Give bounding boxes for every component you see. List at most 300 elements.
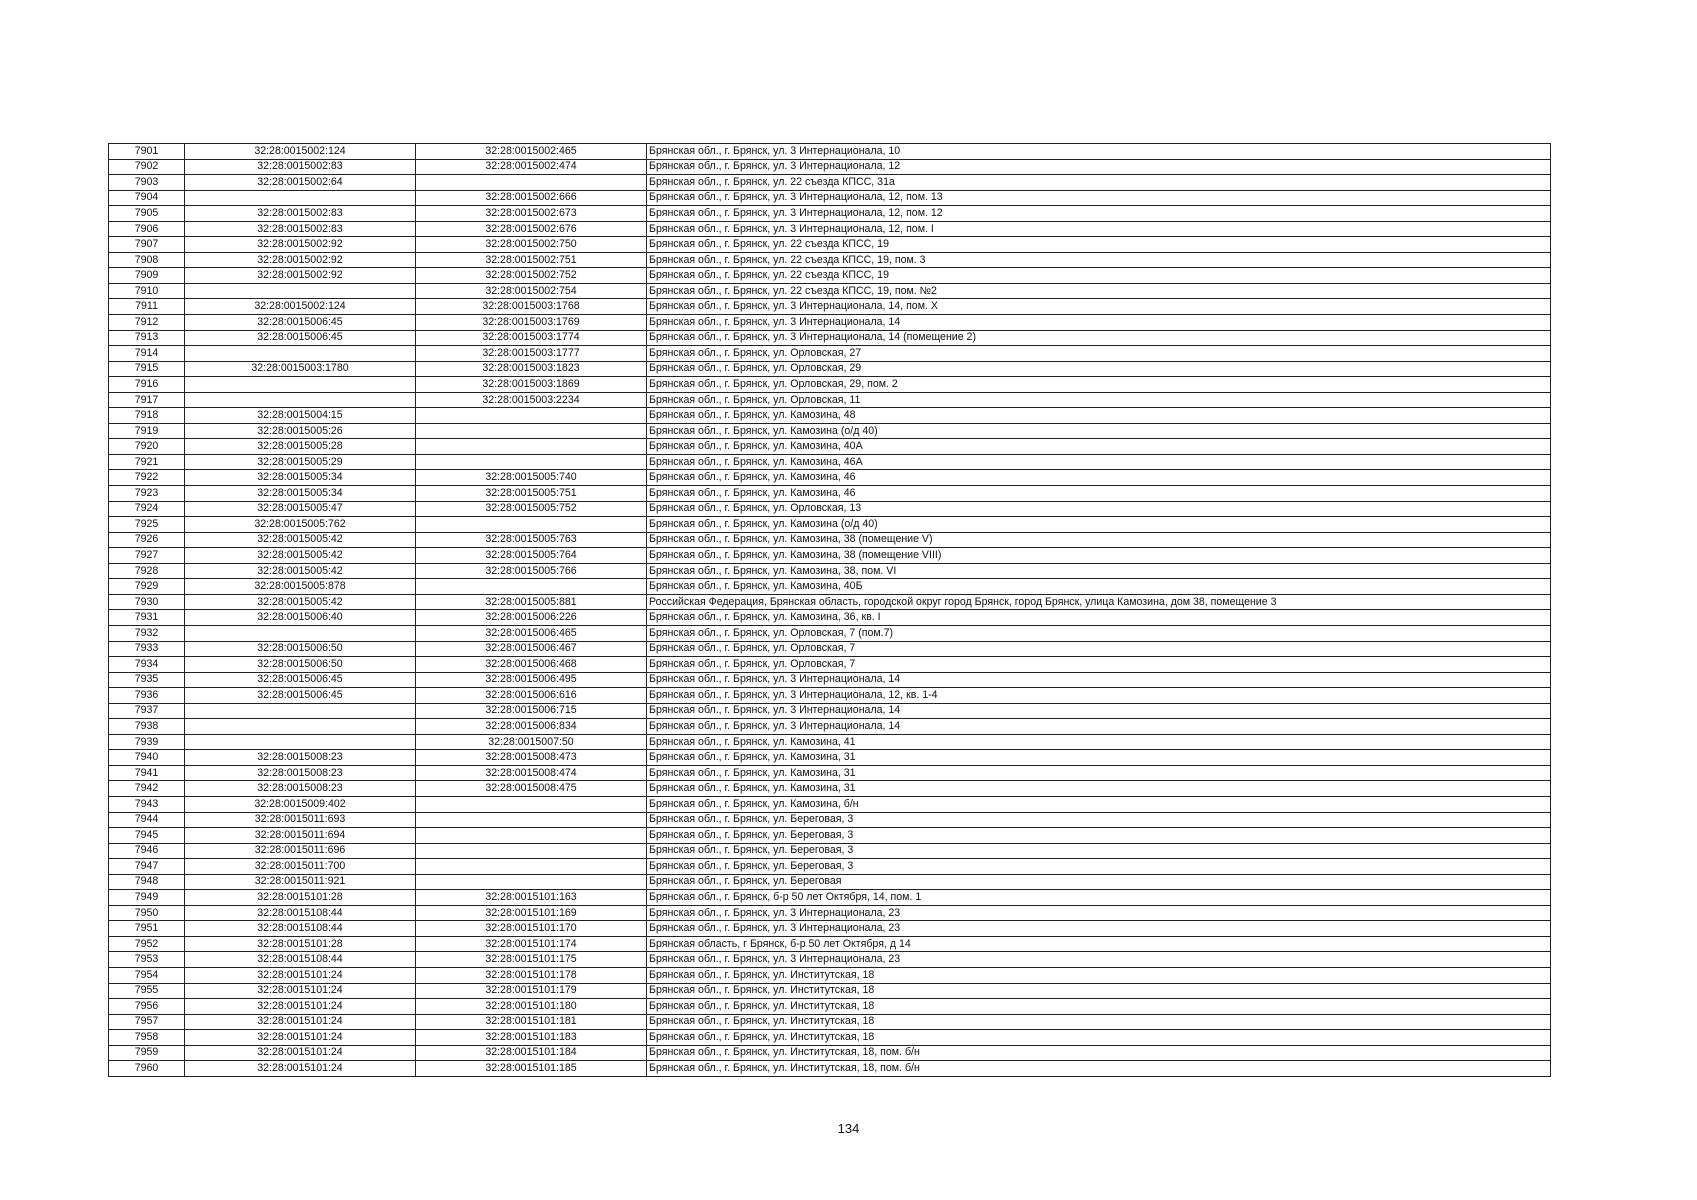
address-cell: Брянская обл., г. Брянск, ул. 22 съезда КПСС, 19, пом. 3 — [647, 252, 1551, 268]
cadastral-object-cell: 32:28:0015101:163 — [416, 890, 647, 906]
cadastral-object-cell: 32:28:0015101:185 — [416, 1061, 647, 1077]
cadastral-land-cell: 32:28:0015101:28 — [185, 936, 416, 952]
table-row — [109, 594, 1551, 610]
row-number-cell: 7903 — [109, 175, 185, 191]
cadastral-land-cell: 32:28:0015101:24 — [185, 983, 416, 999]
row-number-cell: 7948 — [109, 874, 185, 890]
row-number-cell: 7930 — [109, 594, 185, 610]
address-cell: Брянская обл., г. Брянск, ул. Камозина, 31 — [647, 781, 1551, 797]
table-row — [109, 812, 1551, 828]
row-number-cell: 7953 — [109, 952, 185, 968]
cadastral-object-cell: 32:28:0015002:676 — [416, 221, 647, 237]
cadastral-object-cell: 32:28:0015005:751 — [416, 486, 647, 502]
table-row — [109, 517, 1551, 533]
address-cell: Брянская область, г Брянск, б-р 50 лет Октября, д 14 — [647, 936, 1551, 952]
row-number-cell: 7908 — [109, 252, 185, 268]
address-cell: Брянская обл., г. Брянск, ул. Камозина, 41 — [647, 734, 1551, 750]
row-number-cell: 7933 — [109, 641, 185, 657]
table-row — [109, 688, 1551, 704]
cadastral-object-cell — [416, 812, 647, 828]
row-number-cell: 7934 — [109, 657, 185, 673]
cadastral-object-cell: 32:28:0015005:766 — [416, 563, 647, 579]
row-number-cell: 7937 — [109, 703, 185, 719]
row-number-cell: 7938 — [109, 719, 185, 735]
table-row — [109, 890, 1551, 906]
address-cell: Брянская обл., г. Брянск, ул. 3 Интернационала, 12, пом. I — [647, 221, 1551, 237]
table-row — [109, 315, 1551, 331]
address-cell: Брянская обл., г. Брянск, ул. Камозина, 31 — [647, 765, 1551, 781]
row-number-cell: 7940 — [109, 750, 185, 766]
cadastral-land-cell: 32:28:0015003:1780 — [185, 361, 416, 377]
cadastral-object-cell: 32:28:0015006:468 — [416, 657, 647, 673]
cadastral-land-cell: 32:28:0015002:92 — [185, 237, 416, 253]
row-number-cell: 7947 — [109, 859, 185, 875]
row-number-cell: 7942 — [109, 781, 185, 797]
address-cell: Брянская обл., г. Брянск, ул. 3 Интернационала, 14 — [647, 672, 1551, 688]
row-number-cell: 7928 — [109, 563, 185, 579]
address-cell: Брянская обл., г. Брянск, ул. Институтская, 18 — [647, 999, 1551, 1015]
address-cell: Брянская обл., г. Брянск, ул. 3 Интернационала, 12, пом. 13 — [647, 190, 1551, 206]
cadastral-object-cell: 32:28:0015003:2234 — [416, 392, 647, 408]
cadastral-land-cell — [185, 392, 416, 408]
row-number-cell: 7955 — [109, 983, 185, 999]
cadastral-object-cell: 32:28:0015101:180 — [416, 999, 647, 1015]
cadastral-land-cell: 32:28:0015005:34 — [185, 486, 416, 502]
cadastral-land-cell: 32:28:0015002:92 — [185, 268, 416, 284]
cadastral-object-cell — [416, 517, 647, 533]
address-cell: Брянская обл., г. Брянск, ул. Институтская, 18, пом. б/н — [647, 1061, 1551, 1077]
row-number-cell: 7929 — [109, 579, 185, 595]
cadastral-object-cell: 32:28:0015005:752 — [416, 501, 647, 517]
table-row — [109, 268, 1551, 284]
cadastral-object-cell: 32:28:0015002:673 — [416, 206, 647, 222]
row-number-cell: 7949 — [109, 890, 185, 906]
address-cell: Брянская обл., г. Брянск, ул. Камозина, 40А — [647, 439, 1551, 455]
address-cell: Брянская обл., г. Брянск, ул. Камозина (о/д 40) — [647, 423, 1551, 439]
address-cell: Брянская обл., г. Брянск, ул. Камозина, 38, пом. VI — [647, 563, 1551, 579]
cadastral-object-cell: 32:28:0015003:1774 — [416, 330, 647, 346]
cadastral-land-cell: 32:28:0015002:92 — [185, 252, 416, 268]
row-number-cell: 7909 — [109, 268, 185, 284]
table-row — [109, 361, 1551, 377]
cadastral-land-cell — [185, 734, 416, 750]
cadastral-object-cell: 32:28:0015006:467 — [416, 641, 647, 657]
table-row — [109, 921, 1551, 937]
table-row — [109, 563, 1551, 579]
address-cell: Брянская обл., г. Брянск, ул. Камозина, 46 — [647, 470, 1551, 486]
table-row — [109, 936, 1551, 952]
cadastral-land-cell: 32:28:0015101:24 — [185, 967, 416, 983]
table-row — [109, 765, 1551, 781]
cadastral-object-cell — [416, 454, 647, 470]
row-number-cell: 7935 — [109, 672, 185, 688]
row-number-cell: 7952 — [109, 936, 185, 952]
table-row — [109, 423, 1551, 439]
table-row — [109, 283, 1551, 299]
address-cell: Брянская обл., г. Брянск, ул. Береговая, 3 — [647, 843, 1551, 859]
address-cell: Брянская обл., г. Брянск, ул. Орловская, 27 — [647, 346, 1551, 362]
cadastral-land-cell: 32:28:0015006:45 — [185, 688, 416, 704]
row-number-cell: 7958 — [109, 1030, 185, 1046]
cadastral-object-cell: 32:28:0015003:1768 — [416, 299, 647, 315]
cadastral-land-cell: 32:28:0015005:42 — [185, 532, 416, 548]
row-number-cell: 7939 — [109, 734, 185, 750]
address-cell: Брянская обл., г. Брянск, ул. Камозина, б/н — [647, 796, 1551, 812]
address-cell: Брянская обл., г. Брянск, ул. 3 Интернационала, 12, пом. 12 — [647, 206, 1551, 222]
cadastral-object-cell: 32:28:0015003:1823 — [416, 361, 647, 377]
cadastral-land-cell — [185, 719, 416, 735]
cadastral-land-cell: 32:28:0015008:23 — [185, 750, 416, 766]
table-row — [109, 657, 1551, 673]
cadastral-land-cell: 32:28:0015005:34 — [185, 470, 416, 486]
cadastral-land-cell: 32:28:0015101:24 — [185, 1014, 416, 1030]
row-number-cell: 7911 — [109, 299, 185, 315]
row-number-cell: 7906 — [109, 221, 185, 237]
cadastral-land-cell — [185, 190, 416, 206]
cadastral-object-cell: 32:28:0015101:170 — [416, 921, 647, 937]
cadastral-object-cell: 32:28:0015101:179 — [416, 983, 647, 999]
cadastral-land-cell: 32:28:0015006:50 — [185, 641, 416, 657]
table-row — [109, 299, 1551, 315]
table-row — [109, 144, 1551, 160]
address-cell: Брянская обл., г. Брянск, ул. 3 Интернационала, 23 — [647, 952, 1551, 968]
page-number: 134 — [837, 1121, 860, 1136]
address-cell: Брянская обл., г. Брянск, ул. Береговая, 3 — [647, 812, 1551, 828]
row-number-cell: 7924 — [109, 501, 185, 517]
cadastral-land-cell: 32:28:0015005:42 — [185, 594, 416, 610]
row-number-cell: 7954 — [109, 967, 185, 983]
cadastral-object-cell: 32:28:0015006:495 — [416, 672, 647, 688]
table-row — [109, 548, 1551, 564]
cadastral-land-cell: 32:28:0015101:24 — [185, 1030, 416, 1046]
address-cell: Российская Федерация, Брянская область, городской округ город Брянск, город Брянск, улица Камозина, дом 38, помещение 3 — [647, 594, 1551, 610]
table-row — [109, 1030, 1551, 1046]
cadastral-object-cell: 32:28:0015101:183 — [416, 1030, 647, 1046]
table-row — [109, 532, 1551, 548]
cadastral-land-cell: 32:28:0015011:694 — [185, 828, 416, 844]
table-row — [109, 719, 1551, 735]
cadastral-land-cell: 32:28:0015002:124 — [185, 144, 416, 160]
cadastral-land-cell: 32:28:0015006:50 — [185, 657, 416, 673]
table-row — [109, 221, 1551, 237]
cadastral-land-cell: 32:28:0015002:83 — [185, 221, 416, 237]
address-cell: Брянская обл., г. Брянск, ул. Береговая, 3 — [647, 859, 1551, 875]
table-row — [109, 579, 1551, 595]
table-row — [109, 175, 1551, 191]
cadastral-land-cell: 32:28:0015005:29 — [185, 454, 416, 470]
address-cell: Брянская обл., г. Брянск, ул. Орловская, 7 — [647, 657, 1551, 673]
address-cell: Брянская обл., г. Брянск, ул. Институтская, 18, пом. б/н — [647, 1045, 1551, 1061]
address-cell: Брянская обл., г. Брянск, ул. Камозина, 36, кв. I — [647, 610, 1551, 626]
address-cell: Брянская обл., г. Брянск, ул. 22 съезда КПСС, 31а — [647, 175, 1551, 191]
address-cell: Брянская обл., г. Брянск, ул. Камозина, 46 — [647, 486, 1551, 502]
cadastral-land-cell: 32:28:0015101:28 — [185, 890, 416, 906]
cadastral-object-cell: 32:28:0015101:169 — [416, 905, 647, 921]
cadastral-land-cell: 32:28:0015005:28 — [185, 439, 416, 455]
address-cell: Брянская обл., г. Брянск, ул. 22 съезда КПСС, 19 — [647, 268, 1551, 284]
cadastral-land-cell: 32:28:0015002:83 — [185, 206, 416, 222]
table-row — [109, 967, 1551, 983]
row-number-cell: 7921 — [109, 454, 185, 470]
table-row — [109, 781, 1551, 797]
cadastral-land-cell: 32:28:0015005:42 — [185, 548, 416, 564]
cadastral-object-cell: 32:28:0015002:465 — [416, 144, 647, 160]
row-number-cell: 7941 — [109, 765, 185, 781]
cadastral-land-cell — [185, 703, 416, 719]
cadastral-land-cell: 32:28:0015101:24 — [185, 1061, 416, 1077]
cadastral-object-cell — [416, 423, 647, 439]
address-cell: Брянская обл., г. Брянск, ул. Орловская, 7 — [647, 641, 1551, 657]
table-row — [109, 1014, 1551, 1030]
row-number-cell: 7916 — [109, 377, 185, 393]
cadastral-land-cell — [185, 377, 416, 393]
address-cell: Брянская обл., г. Брянск, ул. 22 съезда КПСС, 19 — [647, 237, 1551, 253]
cadastral-object-cell: 32:28:0015101:178 — [416, 967, 647, 983]
table-row — [109, 190, 1551, 206]
address-cell: Брянская обл., г. Брянск, ул. Институтская, 18 — [647, 1014, 1551, 1030]
cadastral-land-cell: 32:28:0015005:42 — [185, 563, 416, 579]
cadastral-object-cell — [416, 175, 647, 191]
table-row — [109, 859, 1551, 875]
address-cell: Брянская обл., г. Брянск, ул. 3 Интернационала, 12, кв. 1-4 — [647, 688, 1551, 704]
address-cell: Брянская обл., г. Брянск, ул. 22 съезда КПСС, 19, пом. №2 — [647, 283, 1551, 299]
table-row — [109, 392, 1551, 408]
cadastral-object-cell: 32:28:0015007:50 — [416, 734, 647, 750]
row-number-cell: 7945 — [109, 828, 185, 844]
row-number-cell: 7925 — [109, 517, 185, 533]
cadastral-land-cell: 32:28:0015002:64 — [185, 175, 416, 191]
table-row — [109, 625, 1551, 641]
cadastral-object-cell — [416, 843, 647, 859]
address-cell: Брянская обл., г. Брянск, ул. 3 Интернационала, 23 — [647, 905, 1551, 921]
address-cell: Брянская обл., г. Брянск, ул. Орловская, 7 (пом.7) — [647, 625, 1551, 641]
table-row — [109, 999, 1551, 1015]
cadastral-object-cell: 32:28:0015005:881 — [416, 594, 647, 610]
cadastral-land-cell: 32:28:0015006:45 — [185, 672, 416, 688]
row-number-cell: 7915 — [109, 361, 185, 377]
table-row — [109, 641, 1551, 657]
row-number-cell: 7957 — [109, 1014, 185, 1030]
cadastral-object-cell: 32:28:0015002:751 — [416, 252, 647, 268]
address-cell: Брянская обл., г. Брянск, ул. Камозина (о/д 40) — [647, 517, 1551, 533]
row-number-cell: 7913 — [109, 330, 185, 346]
address-cell: Брянская обл., г. Брянск, ул. Орловская, 13 — [647, 501, 1551, 517]
cadastral-object-cell: 32:28:0015008:473 — [416, 750, 647, 766]
cadastral-object-cell: 32:28:0015002:666 — [416, 190, 647, 206]
cadastral-object-cell — [416, 579, 647, 595]
row-number-cell: 7932 — [109, 625, 185, 641]
address-cell: Брянская обл., г. Брянск, ул. 3 Интернационала, 14 — [647, 719, 1551, 735]
row-number-cell: 7902 — [109, 159, 185, 175]
cadastral-land-cell — [185, 283, 416, 299]
table-row — [109, 703, 1551, 719]
cadastral-object-cell: 32:28:0015008:475 — [416, 781, 647, 797]
cadastral-object-cell — [416, 859, 647, 875]
cadastral-land-cell: 32:28:0015108:44 — [185, 952, 416, 968]
address-cell: Брянская обл., г. Брянск, ул. Камозина, 31 — [647, 750, 1551, 766]
address-cell: Брянская обл., г. Брянск, ул. Институтская, 18 — [647, 967, 1551, 983]
cadastral-land-cell: 32:28:0015101:24 — [185, 1045, 416, 1061]
address-cell: Брянская обл., г. Брянск, ул. Орловская, 29 — [647, 361, 1551, 377]
row-number-cell: 7944 — [109, 812, 185, 828]
row-number-cell: 7920 — [109, 439, 185, 455]
address-cell: Брянская обл., г. Брянск, ул. 3 Интернационала, 14, пом. X — [647, 299, 1551, 315]
table-row — [109, 486, 1551, 502]
table-row — [109, 874, 1551, 890]
table-row — [109, 843, 1551, 859]
cadastral-object-cell — [416, 828, 647, 844]
table-row — [109, 750, 1551, 766]
address-cell: Брянская обл., г. Брянск, ул. Институтская, 18 — [647, 1030, 1551, 1046]
cadastral-land-cell: 32:28:0015005:26 — [185, 423, 416, 439]
table-row — [109, 1045, 1551, 1061]
cadastral-land-cell: 32:28:0015108:44 — [185, 905, 416, 921]
cadastral-object-cell: 32:28:0015101:184 — [416, 1045, 647, 1061]
cadastral-object-cell: 32:28:0015005:764 — [416, 548, 647, 564]
table-row — [109, 952, 1551, 968]
table-row — [109, 439, 1551, 455]
row-number-cell: 7926 — [109, 532, 185, 548]
address-cell: Брянская обл., г. Брянск, ул. Орловская, 11 — [647, 392, 1551, 408]
cadastral-object-cell — [416, 439, 647, 455]
cadastral-land-cell: 32:28:0015006:45 — [185, 315, 416, 331]
cadastral-land-cell: 32:28:0015108:44 — [185, 921, 416, 937]
row-number-cell: 7922 — [109, 470, 185, 486]
table-row — [109, 501, 1551, 517]
row-number-cell: 7936 — [109, 688, 185, 704]
table-row — [109, 983, 1551, 999]
address-cell: Брянская обл., г. Брянск, ул. Камозина, 38 (помещение VIII) — [647, 548, 1551, 564]
cadastral-land-cell: 32:28:0015002:83 — [185, 159, 416, 175]
cadastral-land-cell: 32:28:0015008:23 — [185, 781, 416, 797]
cadastral-land-cell: 32:28:0015006:45 — [185, 330, 416, 346]
address-cell: Брянская обл., г. Брянск, ул. 3 Интернационала, 12 — [647, 159, 1551, 175]
row-number-cell: 7907 — [109, 237, 185, 253]
row-number-cell: 7919 — [109, 423, 185, 439]
property-table — [108, 143, 1551, 1077]
cadastral-object-cell: 32:28:0015002:474 — [416, 159, 647, 175]
cadastral-land-cell: 32:28:0015008:23 — [185, 765, 416, 781]
cadastral-object-cell: 32:28:0015003:1769 — [416, 315, 647, 331]
address-cell: Брянская обл., г. Брянск, ул. 3 Интернационала, 14 — [647, 703, 1551, 719]
address-cell: Брянская обл., г. Брянск, ул. Камозина, 38 (помещение V) — [647, 532, 1551, 548]
cadastral-object-cell — [416, 408, 647, 424]
row-number-cell: 7901 — [109, 144, 185, 160]
cadastral-land-cell: 32:28:0015005:878 — [185, 579, 416, 595]
table-row — [109, 159, 1551, 175]
table-row — [109, 454, 1551, 470]
cadastral-object-cell: 32:28:0015006:834 — [416, 719, 647, 735]
cadastral-object-cell: 32:28:0015006:465 — [416, 625, 647, 641]
cadastral-object-cell — [416, 874, 647, 890]
cadastral-object-cell: 32:28:0015005:763 — [416, 532, 647, 548]
cadastral-object-cell: 32:28:0015002:752 — [416, 268, 647, 284]
row-number-cell: 7943 — [109, 796, 185, 812]
cadastral-land-cell: 32:28:0015004:15 — [185, 408, 416, 424]
address-cell: Брянская обл., г. Брянск, ул. 3 Интернационала, 23 — [647, 921, 1551, 937]
table-row — [109, 796, 1551, 812]
row-number-cell: 7946 — [109, 843, 185, 859]
cadastral-land-cell: 32:28:0015011:696 — [185, 843, 416, 859]
cadastral-land-cell — [185, 346, 416, 362]
cadastral-land-cell: 32:28:0015011:693 — [185, 812, 416, 828]
row-number-cell: 7917 — [109, 392, 185, 408]
cadastral-object-cell: 32:28:0015101:174 — [416, 936, 647, 952]
address-cell: Брянская обл., г. Брянск, б-р 50 лет Октября, 14, пом. 1 — [647, 890, 1551, 906]
cadastral-object-cell: 32:28:0015101:175 — [416, 952, 647, 968]
table-row — [109, 206, 1551, 222]
table-row — [109, 470, 1551, 486]
cadastral-object-cell: 32:28:0015002:750 — [416, 237, 647, 253]
cadastral-object-cell — [416, 796, 647, 812]
address-cell: Брянская обл., г. Брянск, ул. Орловская, 29, пом. 2 — [647, 377, 1551, 393]
row-number-cell: 7960 — [109, 1061, 185, 1077]
row-number-cell: 7927 — [109, 548, 185, 564]
table-row — [109, 237, 1551, 253]
cadastral-object-cell: 32:28:0015002:754 — [416, 283, 647, 299]
cadastral-object-cell: 32:28:0015003:1869 — [416, 377, 647, 393]
row-number-cell: 7912 — [109, 315, 185, 331]
row-number-cell: 7951 — [109, 921, 185, 937]
table-row — [109, 734, 1551, 750]
table-row — [109, 672, 1551, 688]
table-row — [109, 377, 1551, 393]
row-number-cell: 7923 — [109, 486, 185, 502]
cadastral-object-cell: 32:28:0015003:1777 — [416, 346, 647, 362]
address-cell: Брянская обл., г. Брянск, ул. 3 Интернационала, 14 (помещение 2) — [647, 330, 1551, 346]
row-number-cell: 7956 — [109, 999, 185, 1015]
table-row — [109, 610, 1551, 626]
cadastral-object-cell: 32:28:0015006:226 — [416, 610, 647, 626]
cadastral-land-cell: 32:28:0015011:700 — [185, 859, 416, 875]
cadastral-land-cell: 32:28:0015101:24 — [185, 999, 416, 1015]
table-row — [109, 408, 1551, 424]
address-cell: Брянская обл., г. Брянск, ул. Камозина, 46А — [647, 454, 1551, 470]
row-number-cell: 7914 — [109, 346, 185, 362]
row-number-cell: 7905 — [109, 206, 185, 222]
row-number-cell: 7910 — [109, 283, 185, 299]
address-cell: Брянская обл., г. Брянск, ул. Береговая — [647, 874, 1551, 890]
address-cell: Брянская обл., г. Брянск, ул. Камозина, 48 — [647, 408, 1551, 424]
table-body — [109, 144, 1551, 1077]
table-row — [109, 905, 1551, 921]
address-cell: Брянская обл., г. Брянск, ул. 3 Интернационала, 10 — [647, 144, 1551, 160]
cadastral-object-cell: 32:28:0015006:616 — [416, 688, 647, 704]
cadastral-land-cell: 32:28:0015005:762 — [185, 517, 416, 533]
cadastral-object-cell: 32:28:0015008:474 — [416, 765, 647, 781]
address-cell: Брянская обл., г. Брянск, ул. Камозина, 40Б — [647, 579, 1551, 595]
cadastral-object-cell: 32:28:0015005:740 — [416, 470, 647, 486]
cadastral-object-cell: 32:28:0015101:181 — [416, 1014, 647, 1030]
cadastral-land-cell: 32:28:0015002:124 — [185, 299, 416, 315]
table-row — [109, 828, 1551, 844]
address-cell: Брянская обл., г. Брянск, ул. Береговая, 3 — [647, 828, 1551, 844]
cadastral-land-cell: 32:28:0015009:402 — [185, 796, 416, 812]
table-row — [109, 346, 1551, 362]
row-number-cell: 7959 — [109, 1045, 185, 1061]
row-number-cell: 7918 — [109, 408, 185, 424]
cadastral-land-cell — [185, 625, 416, 641]
row-number-cell: 7931 — [109, 610, 185, 626]
address-cell: Брянская обл., г. Брянск, ул. Институтская, 18 — [647, 983, 1551, 999]
cadastral-land-cell: 32:28:0015006:40 — [185, 610, 416, 626]
table-row — [109, 1061, 1551, 1077]
table-row — [109, 252, 1551, 268]
cadastral-object-cell: 32:28:0015006:715 — [416, 703, 647, 719]
address-cell: Брянская обл., г. Брянск, ул. 3 Интернационала, 14 — [647, 315, 1551, 331]
table-row — [109, 330, 1551, 346]
row-number-cell: 7950 — [109, 905, 185, 921]
